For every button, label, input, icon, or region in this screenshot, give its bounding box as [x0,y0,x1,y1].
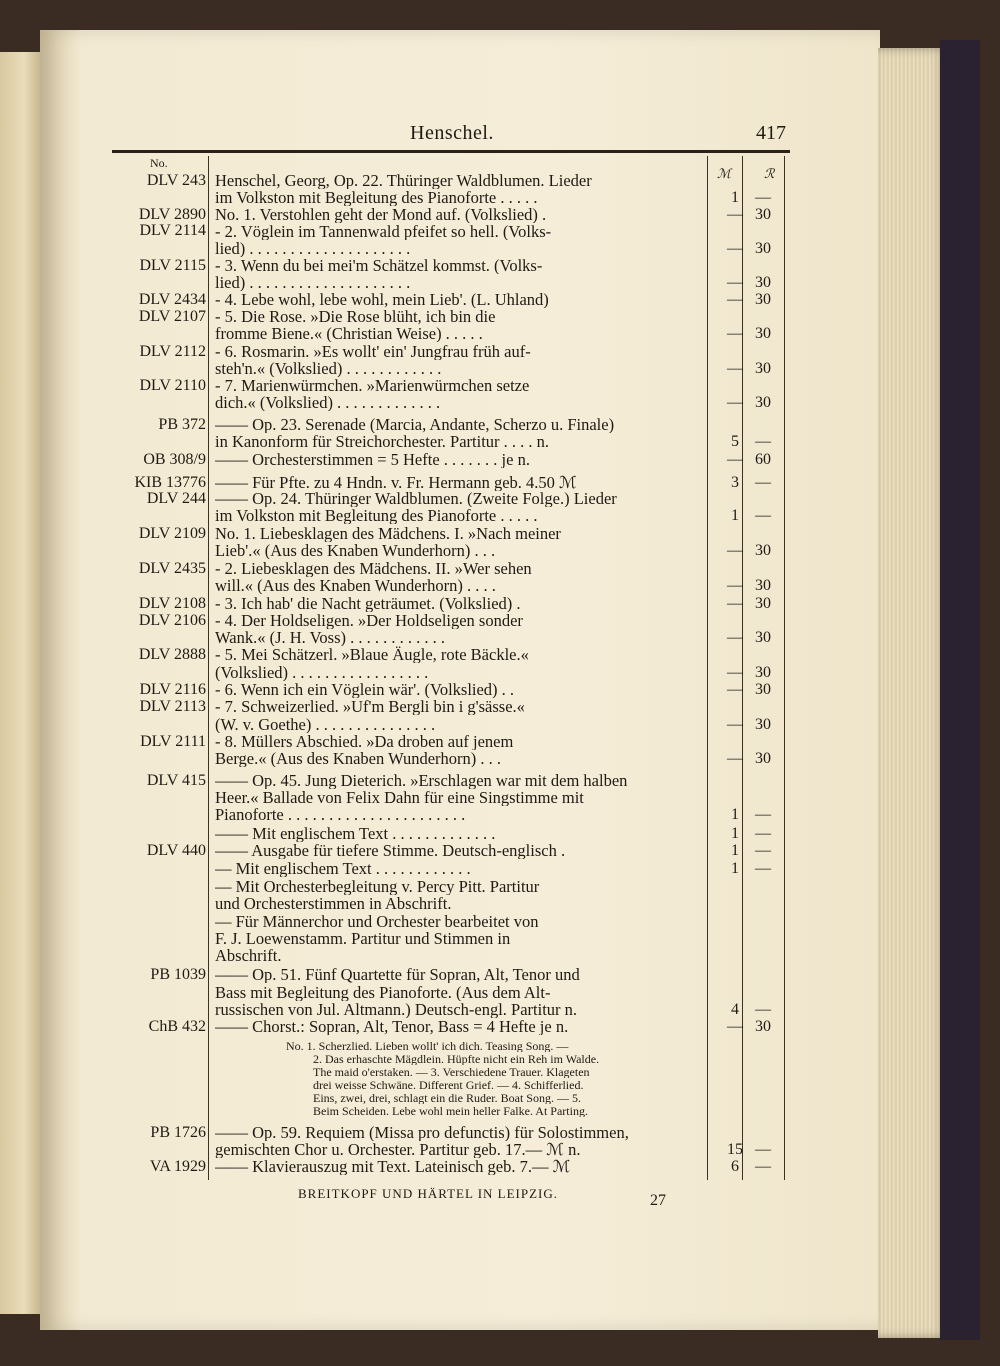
entry-line: Abschrift. [215,947,282,964]
price-mark: — [727,716,743,733]
catalog-number-column-header: No. [150,156,168,170]
entry-line-small: No. 1. Scherzlied. Lieben wollt' ich dich. Teasing Song. — [286,1040,569,1052]
entry-line-small: 2. Das erhaschte Mägdlein. Hüpfte nicht ein Reh im Walde. [313,1053,600,1065]
entry-line: gemischten Chor u. Orchester. Partitur geb. 17.— ℳ n. [215,1141,581,1158]
price-mark: 4 [731,1001,739,1018]
mark-column-header: ℳ [717,166,731,181]
price-mark: — [727,681,743,698]
catalog-number: VA 1929 [149,1158,206,1175]
left-page-edge [0,52,40,1314]
price-pfennig: 60 [755,451,771,468]
entry-line: - 8. Müllers Abschied. »Da droben auf jenem [215,733,514,750]
price-mark: — [727,542,743,559]
price-pfennig: — [755,860,771,877]
price-pfennig: 30 [755,291,771,308]
catalog-number: PB 1039 [150,966,206,983]
price-pfennig: 30 [755,577,771,594]
price-mark: — [727,274,743,291]
price-pfennig: 30 [755,716,771,733]
entry-line: —— Op. 59. Requiem (Missa pro defunctis) für Solostimmen, [215,1124,629,1141]
price-pfennig: 30 [755,360,771,377]
price-pfennig: 30 [755,595,771,612]
price-pfennig: — [755,806,771,823]
catalog-number: DLV 415 [146,772,206,789]
entry-line: —— Klavierauszug mit Text. Lateinisch geb. 7.— ℳ [215,1158,571,1175]
catalog-number: DLV 2116 [139,681,206,698]
entry-line: —— Chorst.: Sopran, Alt, Tenor, Bass = 4 Hefte je n. [215,1018,569,1035]
price-mark: 3 [731,474,739,491]
price-mark: — [727,360,743,377]
catalog-number: ChB 432 [148,1018,206,1035]
price-pfennig: 30 [755,394,771,411]
entry-line: steh'n.« (Volkslied) . . . . . . . . . . . . [215,360,442,377]
catalog-number: OB 308/9 [143,451,206,468]
price-mark: — [727,629,743,646]
entry-line: fromme Biene.« (Christian Weise) . . . . . [215,325,483,342]
price-mark: 1 [731,825,739,842]
catalog-number: PB 372 [158,416,206,433]
entry-line: dich.« (Volkslied) . . . . . . . . . . . . . [215,394,441,411]
entry-line: - 5. Die Rose. »Die Rose blüht, ich bin die [215,308,496,325]
price-pfennig: 30 [755,240,771,257]
entry-line: —— Op. 51. Fünf Quartette für Sopran, Alt, Tenor und [215,966,580,983]
entry-line: No. 1. Liebesklagen des Mädchens. I. »Nach meiner [215,525,561,542]
entry-line: (Volkslied) . . . . . . . . . . . . . . . . . [215,664,429,681]
entry-line-small: The maid o'erstaken. — 3. Verschiedene Trauer. Klageten [313,1066,590,1078]
price-mark: — [727,750,743,767]
entry-line: —— Ausgabe für tiefere Stimme. Deutsch-englisch . [215,842,566,859]
price-pfennig: 30 [755,629,771,646]
catalog-number: DLV 2434 [138,291,206,308]
entry-line: —— Für Pfte. zu 4 Hndn. v. Fr. Hermann geb. 4.50 ℳ [215,474,577,491]
book-cover [940,40,980,1340]
entry-line-small: Eins, zwei, drei, schlagt ein die Ruder. Boat Song. — 5. [313,1092,581,1104]
entry-line: - 4. Der Holdseligen. »Der Holdseligen sonder [215,612,523,629]
header-rule [112,150,790,153]
catalog-number: DLV 244 [146,490,206,507]
entry-line: - 3. Ich hab' die Nacht geträumet. (Volkslied) . [215,595,521,612]
catalog-number: DLV 2111 [140,733,206,750]
running-head: Henschel. [410,122,494,144]
entry-line: —— Mit englischem Text . . . . . . . . . . . . . [215,825,496,842]
entry-line: lied) . . . . . . . . . . . . . . . . . . . . [215,240,411,257]
price-mark: — [727,291,743,308]
price-pfennig: — [755,1001,771,1018]
price-pfennig: 30 [755,542,771,559]
price-mark: — [727,664,743,681]
price-pfennig: 30 [755,206,771,223]
page-number: 417 [756,122,786,144]
entry-line: —— Op. 24. Thüringer Waldblumen. (Zweite Folge.) Lieder [215,490,617,507]
entry-line: Bass mit Begleitung des Pianoforte. (Aus dem Alt- [215,984,551,1001]
page-block-edge [878,48,948,1338]
price-pfennig: — [755,189,771,206]
entry-line: No. 1. Verstohlen geht der Mond auf. (Volkslied) . [215,206,547,223]
catalog-number: DLV 2106 [138,612,206,629]
price-mark: — [727,1018,743,1035]
price-pfennig: 30 [755,750,771,767]
entry-line: —— Orchesterstimmen = 5 Hefte . . . . . . . je n. [215,451,530,468]
catalog-number: DLV 2110 [139,377,206,394]
entry-line: F. J. Loewenstamm. Partitur und Stimmen in [215,930,511,947]
price-mark: 1 [731,842,739,859]
catalog-number: DLV 2109 [138,525,206,542]
price-pfennig: 30 [755,274,771,291]
entry-line: lied) . . . . . . . . . . . . . . . . . . . . [215,274,411,291]
catalog-number: DLV 2435 [138,560,206,577]
price-mark: 5 [731,433,739,450]
catalog-number: DLV 243 [146,172,206,189]
price-mark: 1 [731,860,739,877]
entry-line: — Mit englischem Text . . . . . . . . . . . . [215,860,471,877]
entry-line: Berge.« (Aus des Knaben Wunderhorn) . . . [215,750,502,767]
price-mark: 15 [727,1141,743,1158]
catalog-number: DLV 2107 [138,308,206,325]
price-mark: — [727,595,743,612]
pfennig-column-header: ℛ [764,166,775,181]
price-mark: — [727,394,743,411]
column-divider [707,156,708,1180]
entry-line: —— Op. 23. Serenade (Marcia, Andante, Scherzo u. Finale) [215,416,615,433]
entry-line: - 2. Liebesklagen des Mädchens. II. »Wer sehen [215,560,532,577]
price-pfennig: — [755,433,771,450]
price-mark: 6 [731,1158,739,1175]
price-pfennig: 30 [755,681,771,698]
entry-line: will.« (Aus des Knaben Wunderhorn) . . . . [215,577,496,594]
price-pfennig: — [755,1141,771,1158]
entry-line: —— Op. 45. Jung Dieterich. »Erschlagen war mit dem halben [215,772,628,789]
entry-line: - 4. Lebe wohl, lebe wohl, mein Lieb'. (L. Uhland) [215,291,549,308]
entry-line: - 5. Mei Schätzerl. »Blaue Äugle, rote Bäckle.« [215,646,529,663]
publisher-footer: BREITKOPF UND HÄRTEL IN LEIPZIG. [298,1186,559,1201]
entry-line: Henschel, Georg, Op. 22. Thüringer Waldblumen. Lieder [215,172,592,189]
price-mark: 1 [731,189,739,206]
entry-line: - 2. Vöglein im Tannenwald pfeifet so hell. (Volks- [215,223,552,240]
entry-line: - 3. Wenn du bei mei'm Schätzel kommst. (Volks- [215,257,543,274]
entry-line: Heer.« Ballade von Felix Dahn für eine Singstimme mit [215,789,584,806]
price-mark: 1 [731,507,739,524]
price-mark: — [727,577,743,594]
entry-line: im Volkston mit Begleitung des Pianoforte . . . . . [215,507,538,524]
price-pfennig: — [755,507,771,524]
price-mark: 1 [731,806,739,823]
price-mark: — [727,451,743,468]
catalog-number: PB 1726 [150,1124,206,1141]
column-divider [208,156,209,1180]
catalog-number: DLV 2113 [139,698,206,715]
price-mark: — [727,206,743,223]
entry-line: — Für Männerchor und Orchester bearbeitet von [215,913,539,930]
price-pfennig: — [755,1158,771,1175]
entry-line-small: drei weisse Schwäne. Different Grief. — 4. Schifferlied. [313,1079,584,1091]
catalog-number: DLV 440 [146,842,206,859]
entry-line: Pianoforte . . . . . . . . . . . . . . . . . . . . . . [215,806,466,823]
entry-line: - 7. Marienwürmchen. »Marienwürmchen setze [215,377,530,394]
catalog-number: KIB 13776 [134,474,206,491]
catalog-number: DLV 2888 [138,646,206,663]
price-pfennig: — [755,474,771,491]
entry-line: - 7. Schweizerlied. »Uf'm Bergli bin i g'sässe.« [215,698,525,715]
entry-line: in Kanonform für Streichorchester. Partitur . . . . n. [215,433,550,450]
entry-line: und Orchesterstimmen in Abschrift. [215,895,452,912]
price-pfennig: — [755,825,771,842]
entry-line: russischen von Jul. Altmann.) Deutsch-engl. Partitur n. [215,1001,578,1018]
entry-line: — Mit Orchesterbegleitung v. Percy Pitt. Partitur [215,878,540,895]
entry-line-small: Beim Scheiden. Lebe wohl mein heller Falke. At Parting. [313,1105,588,1117]
catalog-number: DLV 2114 [139,222,206,239]
entry-line: (W. v. Goethe) . . . . . . . . . . . . . . . [215,716,436,733]
entry-line: im Volkston mit Begleitung des Pianoforte . . . . . [215,189,538,206]
price-mark: — [727,240,743,257]
catalog-number: DLV 2115 [139,257,206,274]
catalog-number: DLV 2108 [138,595,206,612]
price-pfennig: — [755,842,771,859]
entry-line: Wank.« (J. H. Voss) . . . . . . . . . . . . [215,629,445,646]
price-mark: — [727,325,743,342]
price-pfennig: 30 [755,1018,771,1035]
price-pfennig: 30 [755,325,771,342]
price-pfennig: 30 [755,664,771,681]
catalog-number: DLV 2112 [139,343,206,360]
signature-mark: 27 [650,1192,666,1209]
catalog-number: DLV 2890 [138,206,206,223]
entry-line: Lieb'.« (Aus des Knaben Wunderhorn) . . . [215,542,496,559]
entry-line: - 6. Rosmarin. »Es wollt' ein' Jungfrau früh auf- [215,343,531,360]
entry-line: - 6. Wenn ich ein Vöglein wär'. (Volkslied) . . [215,681,515,698]
column-divider [784,156,785,1180]
